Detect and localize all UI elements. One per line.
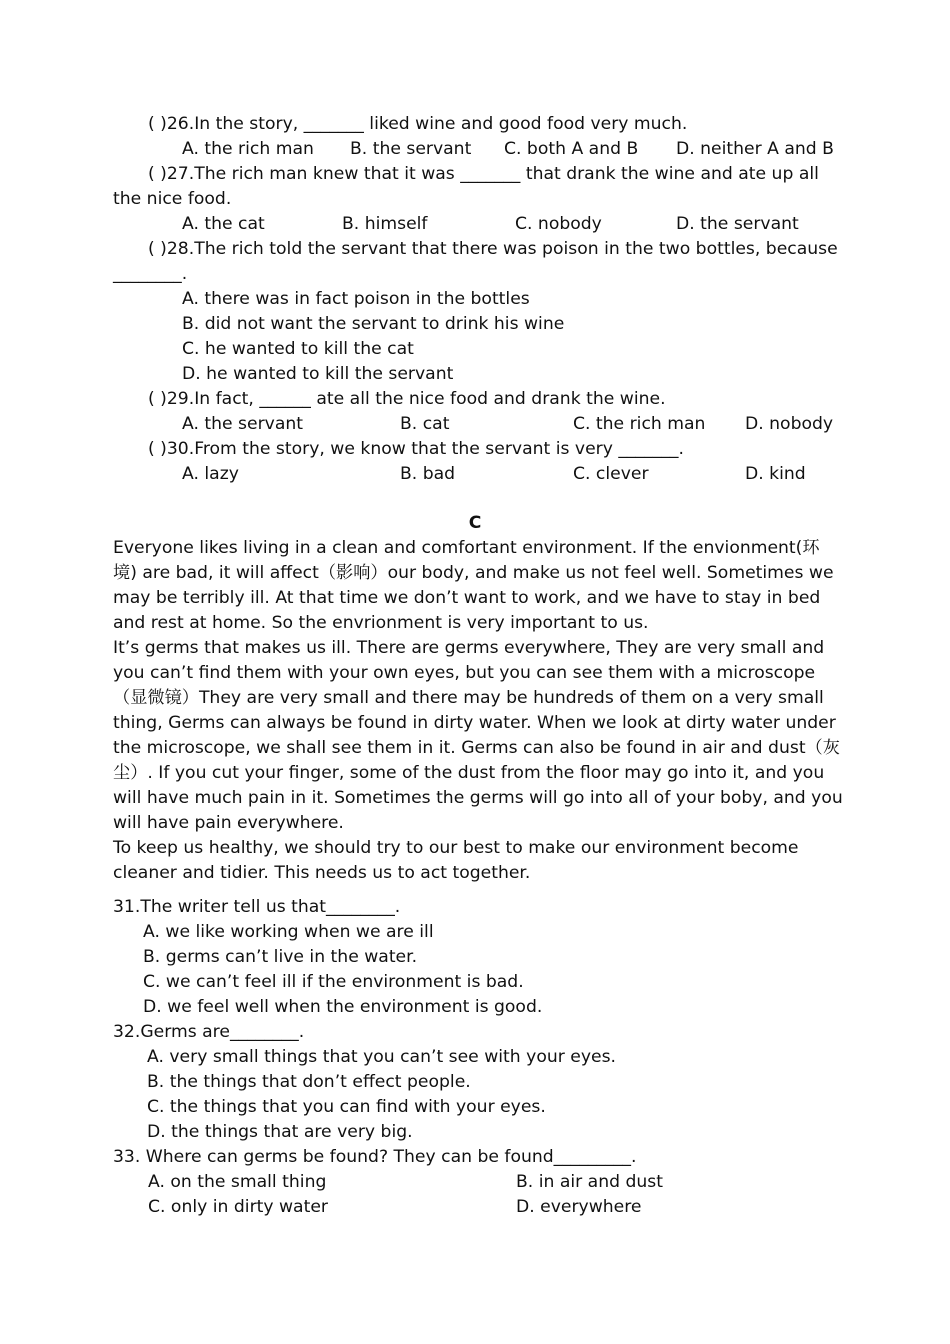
question-30-option-d: D. kind [745, 464, 806, 484]
question-33-stem: 33. Where can germs be found? They can be found_________. [113, 1147, 637, 1167]
question-30-option-c: C. clever [573, 464, 649, 484]
passage-line: will have much pain in it. Sometimes the germs will go into all of your boby, and you [113, 788, 843, 808]
passage-line: 境) are bad, it will affect（影响）our body, and make us not feel well. Sometimes we [113, 563, 834, 583]
question-31-option-c: C. we can’t feel ill if the environment is bad. [143, 972, 524, 992]
question-27-stem-cont: the nice food. [113, 189, 232, 209]
question-28-stem: ( )28.The rich told the servant that there was poison in the two bottles, because [148, 239, 838, 259]
passage-line: thing, Germs can always be found in dirty water. When we look at dirty water under [113, 713, 836, 733]
passage-line: To keep us healthy, we should try to our best to make our environment become [113, 838, 799, 858]
question-31-option-a: A. we like working when we are ill [143, 922, 434, 942]
question-32-stem: 32.Germs are________. [113, 1022, 305, 1042]
question-29-option-b: B. cat [400, 414, 450, 434]
question-29-stem: ( )29.In fact, ______ ate all the nice food and drank the wine. [148, 389, 666, 409]
question-28-stem-cont: ________. [113, 264, 188, 284]
question-27-option-d: D. the servant [676, 214, 799, 234]
question-26-option-c: C. both A and B [504, 139, 639, 159]
question-27-option-a: A. the cat [182, 214, 265, 234]
question-32-option-d: D. the things that are very big. [147, 1122, 413, 1142]
passage-line: may be terribly ill. At that time we don’t want to work, and we have to stay in bed [113, 588, 821, 608]
question-28-option-a: A. there was in fact poison in the bottles [182, 289, 530, 309]
question-32-option-b: B. the things that don’t effect people. [147, 1072, 471, 1092]
question-30-stem: ( )30.From the story, we know that the servant is very _______. [148, 439, 684, 459]
passage-line: Everyone likes living in a clean and comfortant environment. If the envionment(环 [113, 538, 820, 558]
question-33-option-d: D. everywhere [516, 1197, 642, 1217]
question-26-option-b: B. the servant [350, 139, 472, 159]
passage-line: the microscope, we shall see them in it. Germs can also be found in air and dust（灰 [113, 738, 840, 758]
question-30-option-b: B. bad [400, 464, 456, 484]
passage-line: and rest at home. So the envrionment is very important to us. [113, 613, 649, 633]
question-27-option-b: B. himself [342, 214, 428, 234]
question-29-option-d: D. nobody [745, 414, 834, 434]
question-27-option-c: C. nobody [515, 214, 602, 234]
passage-line: It’s germs that makes us ill. There are germs everywhere, They are very small and [113, 638, 825, 658]
passage-line: will have pain everywhere. [113, 813, 344, 833]
question-28-option-d: D. he wanted to kill the servant [182, 364, 454, 384]
question-29-option-a: A. the servant [182, 414, 303, 434]
question-31-option-b: B. germs can’t live in the water. [143, 947, 418, 967]
question-28-option-b: B. did not want the servant to drink his wine [182, 314, 565, 334]
question-26-option-a: A. the rich man [182, 139, 314, 159]
passage-line: （显微镜）They are very small and there may be hundreds of them on a very small [113, 688, 824, 708]
question-31-stem: 31.The writer tell us that________. [113, 897, 401, 917]
passage-line: cleaner and tidier. This needs us to act together. [113, 863, 531, 883]
question-32-option-c: C. the things that you can find with your eyes. [147, 1097, 546, 1117]
question-31-option-d: D. we feel well when the environment is good. [143, 997, 543, 1017]
passage-line: you can’t find them with your own eyes, but you can see them with a microscope [113, 663, 816, 683]
passage-line: 尘）. If you cut your finger, some of the dust from the floor may go into it, and you [113, 763, 825, 783]
question-28-option-c: C. he wanted to kill the cat [182, 339, 414, 359]
question-30-option-a: A. lazy [182, 464, 239, 484]
question-33-option-b: B. in air and dust [516, 1172, 663, 1192]
question-26-option-d: D. neither A and B [676, 139, 834, 159]
question-33-option-a: A. on the small thing [148, 1172, 327, 1192]
section-c-heading: C [468, 513, 482, 533]
question-29-option-c: C. the rich man [573, 414, 706, 434]
question-33-option-c: C. only in dirty water [148, 1197, 328, 1217]
question-27-stem: ( )27.The rich man knew that it was _______ that drank the wine and ate up all [148, 164, 819, 184]
question-26-stem: ( )26.In the story, _______ liked wine and good food very much. [148, 114, 688, 134]
question-32-option-a: A. very small things that you can’t see with your eyes. [147, 1047, 616, 1067]
